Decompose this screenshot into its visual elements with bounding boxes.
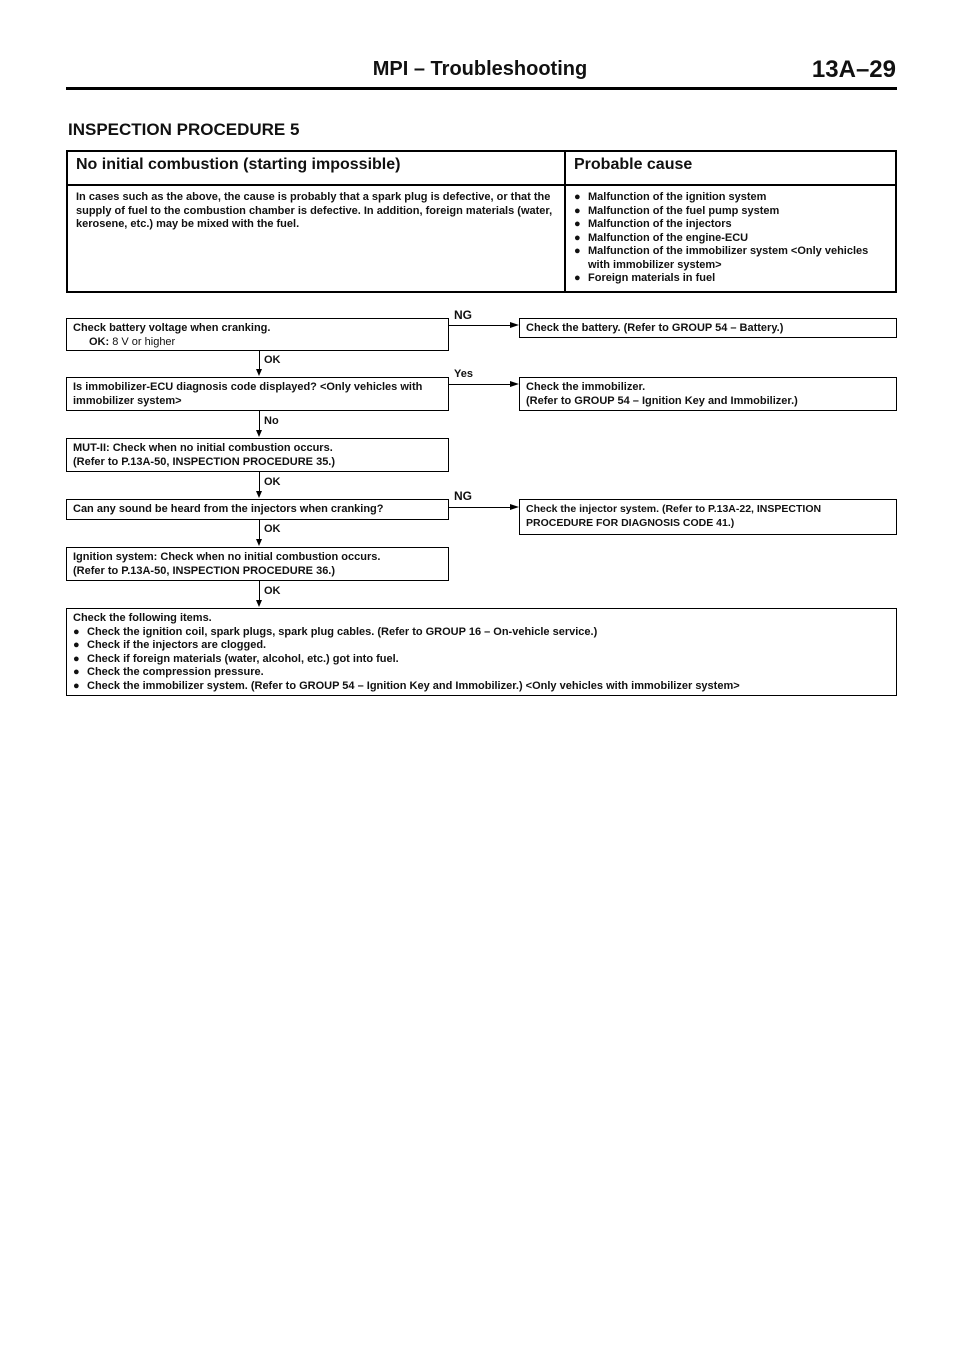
step1-ng-label: NG <box>454 308 472 322</box>
step1-box: Check battery voltage when cranking. OK: 8 V or higher <box>66 318 449 351</box>
cause-item: ● Malfunction of the immobilizer system <Only vehicles with immobilizer system> <box>574 245 869 271</box>
step1-ng-box: Check the battery. (Refer to GROUP 54 – Battery.) <box>519 318 897 338</box>
arrow-right-icon <box>510 381 519 387</box>
step3-box: MUT-II: Check when no initial combustion occurs. (Refer to P.13A-50, INSPECTION PROCEDURE 35.) <box>66 438 449 472</box>
step1-ng-line <box>449 325 514 326</box>
arrow-right-icon <box>510 322 519 328</box>
cause-item: ● Foreign materials in fuel <box>574 272 716 284</box>
final-check-item: ● Check if foreign materials (water, alcohol, etc.) got into fuel. <box>73 652 399 665</box>
step4-ok-line <box>259 520 260 541</box>
step2-box: Is immobilizer-ECU diagnosis code displayed? <Only vehicles with immobilizer system> <box>66 377 449 411</box>
cause-item: ● Malfunction of the injectors <box>574 218 732 230</box>
probable-cause-list <box>565 185 896 292</box>
page-number: 13A–29 <box>811 56 896 83</box>
symptom-header: No initial combustion (starting impossible) <box>67 151 565 185</box>
arrow-down-icon <box>256 491 262 498</box>
step1-ok-label: OK <box>264 354 281 366</box>
probable-cause-header: Probable cause <box>565 151 896 185</box>
step4-ng-box: Check the injector system. (Refer to P.13A-22, INSPECTION PROCEDURE FOR DIAGNOSIS CODE 41.) <box>519 499 897 535</box>
page-header-title: MPI – Troubleshooting <box>372 58 588 80</box>
step2-no-line <box>259 411 260 432</box>
step4-ng-label: NG <box>454 489 472 503</box>
arrow-right-icon <box>510 504 519 510</box>
symptom-description: In cases such as the above, the cause is probably that a spark plug is defective, or that the supply of fuel to the combustion chamber is defective. In addition, foreign materials (water, kerosene, etc.) may be mixed with the fuel. <box>67 185 565 292</box>
header-rule <box>66 87 897 90</box>
final-check-box <box>66 608 897 696</box>
step4-ng-line <box>449 507 514 508</box>
cause-item: ● Malfunction of the ignition system <box>574 191 767 203</box>
arrow-down-icon <box>256 539 262 546</box>
final-check-item: ● Check if the injectors are clogged. <box>73 639 267 651</box>
final-check-item: ● Check the compression pressure. <box>73 666 264 678</box>
step2-yes-label: Yes <box>454 368 473 380</box>
step3-ok-label: OK <box>264 476 281 488</box>
step5-box: Ignition system: Check when no initial combustion occurs. (Refer to P.13A-50, INSPECTION PROCEDURE 36.) <box>66 547 449 581</box>
section-title: INSPECTION PROCEDURE 5 <box>68 120 300 139</box>
final-check-title: Check the following items. <box>73 612 212 624</box>
final-check-item: ● Check the immobilizer system. (Refer to GROUP 54 – Ignition Key and Immobilizer.) <Only vehicles with immobilizer system> <box>73 679 740 692</box>
step3-ok-line <box>259 472 260 493</box>
cause-item: ● Malfunction of the fuel pump system <box>574 204 780 217</box>
step4-box: Can any sound be heard from the injectors when cranking? <box>66 499 449 520</box>
step2-yes-box: Check the immobilizer. (Refer to GROUP 54 – Ignition Key and Immobilizer.) <box>519 377 897 411</box>
cause-item: ● Malfunction of the engine-ECU <box>574 231 749 244</box>
step5-ok-line <box>259 581 260 602</box>
step5-ok-label: OK <box>264 585 281 597</box>
step2-no-label: No <box>264 415 279 427</box>
step1-ok-line <box>259 351 260 371</box>
final-check-item: ● Check the ignition coil, spark plugs, spark plug cables. (Refer to GROUP 16 – On-vehicle service.) <box>73 625 598 638</box>
step4-ok-label: OK <box>264 523 281 535</box>
step2-yes-line <box>449 384 514 385</box>
arrow-down-icon <box>256 600 262 607</box>
arrow-down-icon <box>256 430 262 437</box>
symptom-table <box>66 150 897 293</box>
arrow-down-icon <box>256 369 262 376</box>
